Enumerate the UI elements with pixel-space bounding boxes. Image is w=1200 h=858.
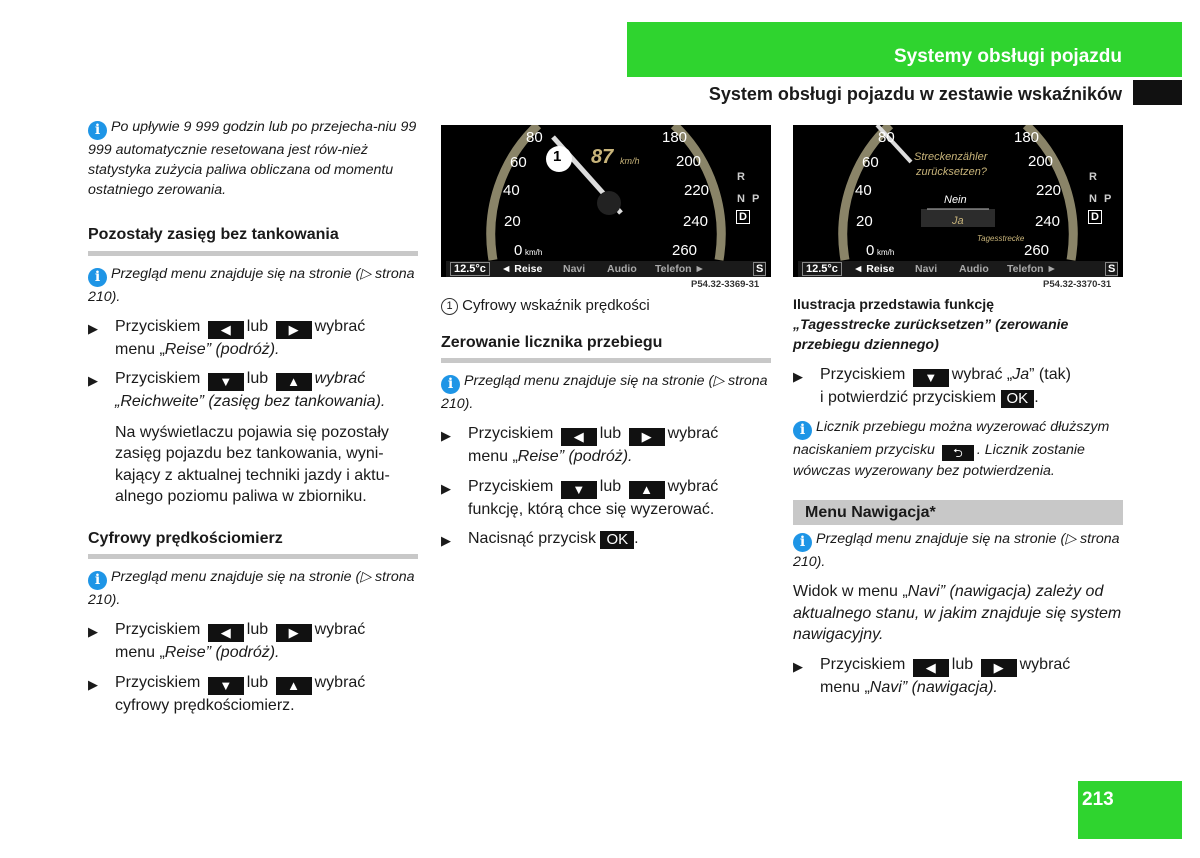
info-icon: i bbox=[88, 571, 107, 590]
page-number-box bbox=[1078, 781, 1182, 839]
heading-digital-speedometer: Cyfrowy prędkościomierz bbox=[88, 528, 418, 560]
step-item: ▶ Przyciskiem ◀ lub ▶ wybrać menu „Navi” (nawigacja). bbox=[793, 655, 1071, 696]
gear-p: P bbox=[752, 193, 760, 205]
step-item: ▶ Przyciskiem ◀ lub ▶ wybrać menu „Reise” (podróż). bbox=[88, 317, 366, 358]
left-arrow-button-icon: ◀ bbox=[913, 659, 949, 677]
bullet-arrow-icon: ▶ bbox=[793, 369, 803, 384]
ok-button-icon: OK bbox=[600, 531, 634, 549]
gear-d: D bbox=[1088, 210, 1102, 224]
step-item: ▶ Nacisnąć przycisk OK . bbox=[441, 528, 771, 550]
speed-tick-80: 80 bbox=[878, 129, 895, 146]
outside-temperature: 12.5°c bbox=[802, 262, 842, 276]
gear-d: D bbox=[736, 210, 750, 224]
speed-tick-0: 0 bbox=[866, 242, 875, 259]
info-icon: i bbox=[88, 268, 107, 287]
speed-tick-200: 200 bbox=[1028, 153, 1054, 170]
step-item: ▶ Przyciskiem ◀ lub ▶ wybrać menu „Reise” (podróż). bbox=[88, 621, 366, 661]
gear-r: R bbox=[737, 171, 745, 183]
step-item: ▶ Przyciskiem ▼ lub ▲ wybrać funkcję, którą chce się wyzerować. bbox=[441, 477, 719, 518]
bullet-arrow-icon: ▶ bbox=[441, 533, 451, 548]
right-arrow-button-icon: ▶ bbox=[276, 321, 312, 339]
section-title: Systemy obsługi pojazdu bbox=[893, 46, 1122, 67]
up-arrow-button-icon: ▲ bbox=[276, 677, 312, 695]
up-arrow-button-icon: ▲ bbox=[629, 481, 665, 499]
gear-p: P bbox=[1104, 193, 1112, 205]
menu-s: S bbox=[753, 262, 766, 276]
speed-tick-40: 40 bbox=[855, 182, 872, 199]
dialog-line-1: Streckenzähler bbox=[914, 151, 988, 163]
speed-tick-240: 240 bbox=[683, 213, 709, 230]
figure-code: P54.32-3370-31 bbox=[1043, 279, 1112, 290]
speed-tick-60: 60 bbox=[862, 154, 879, 171]
digital-speed-unit: km/h bbox=[620, 156, 640, 166]
speed-tick-20: 20 bbox=[856, 213, 873, 230]
instrument-cluster-figure-speed bbox=[441, 125, 771, 277]
right-arrow-button-icon: ▶ bbox=[629, 428, 665, 446]
info-icon: i bbox=[793, 533, 812, 552]
gear-n: N bbox=[737, 193, 745, 205]
speed-tick-20: 20 bbox=[504, 213, 521, 230]
heading-navigation-menu: Menu Nawigacja* bbox=[793, 500, 1123, 526]
bullet-arrow-icon: ▶ bbox=[441, 480, 451, 496]
step-item: ▶ Przyciskiem ▼ wybrać „Ja” (tak) i potwierdzić przyciskiem OK . bbox=[793, 366, 1071, 407]
menu-audio: Audio bbox=[607, 263, 637, 275]
speed-tick-220: 220 bbox=[1036, 182, 1062, 199]
step-explanation: Na wyświetlaczu pojawia się pozostały zasięg pojazdu bez tankowania, wyni-kający z aktualnej techniki jazdy i aktu-alnego poziomu paliwa w zbiorniku. bbox=[115, 423, 390, 505]
bullet-arrow-icon: ▶ bbox=[88, 676, 98, 692]
bullet-arrow-icon: ▶ bbox=[793, 658, 803, 674]
dialog-line-2: zurücksetzen? bbox=[916, 166, 987, 178]
outside-temperature: 12.5°c bbox=[450, 262, 490, 276]
bullet-arrow-icon: ▶ bbox=[441, 428, 451, 443]
speed-tick-80: 80 bbox=[526, 129, 543, 146]
gear-r: R bbox=[1089, 171, 1097, 183]
speed-tick-260: 260 bbox=[672, 242, 698, 259]
back-button-icon: ⮌ bbox=[942, 445, 974, 461]
page-reference: i Przegląd menu znajduje się na stronie (▷ strona 210). bbox=[441, 373, 768, 412]
menu-telefon: Telefon ► bbox=[1007, 263, 1057, 275]
menu-navi: Navi bbox=[563, 263, 586, 275]
speed-tick-260: 260 bbox=[1024, 242, 1050, 259]
page-reference: i Przegląd menu znajduje się na stronie (▷ strona 210). bbox=[793, 531, 1120, 570]
down-arrow-button-icon: ▼ bbox=[561, 481, 597, 499]
left-column bbox=[88, 117, 418, 716]
callout-number: 1 bbox=[553, 148, 562, 165]
header-tab-marker bbox=[1133, 80, 1182, 105]
left-arrow-button-icon: ◀ bbox=[208, 624, 244, 642]
step-item: ▶ Przyciskiem ▼ lub ▲ wybrać „Reichweite” (zasięg bez tankowania). Na wyświetlaczu pojawia się pozostały zasięg pojazdu bez tankowania, wyni-kający z aktualnej techniki jazdy i aktu-alnego poziomu paliwa w zbiorniku. bbox=[88, 368, 418, 508]
dialog-option-yes: Ja bbox=[952, 215, 964, 227]
step-item: ▶ Przyciskiem ◀ lub ▶ wybrać menu „Reise” (podróż). bbox=[441, 425, 719, 465]
menu-navi: Navi bbox=[915, 263, 938, 275]
dialog-label: Tagesstrecke bbox=[977, 234, 1025, 243]
info-icon: i bbox=[88, 121, 107, 140]
figure-caption: Ilustracja przedstawia funkcję „Tagesstrecke zurücksetzen” (zerowanie przebiegu dziennego) bbox=[793, 297, 1069, 353]
menu-audio: Audio bbox=[959, 263, 989, 275]
speed-tick-40: 40 bbox=[503, 182, 520, 199]
menu-s: S bbox=[1105, 262, 1118, 276]
figure-code: P54.32-3369-31 bbox=[691, 279, 760, 290]
instrument-cluster-figure-reset bbox=[793, 125, 1123, 277]
bullet-arrow-icon: ▶ bbox=[88, 373, 98, 388]
subsection-title: System obsługi pojazdu w zestawie wskaźników bbox=[708, 84, 1122, 104]
menu-reise: ◄ Reise bbox=[853, 263, 895, 275]
speed-tick-200: 200 bbox=[676, 153, 702, 170]
speed-tick-220: 220 bbox=[684, 182, 710, 199]
down-arrow-button-icon: ▼ bbox=[208, 677, 244, 695]
page-reference: i Przegląd menu znajduje się na stronie (▷ strona 210). bbox=[88, 265, 415, 305]
info-icon: i bbox=[441, 375, 460, 394]
page-number: 213 bbox=[1082, 789, 1114, 810]
callout-marker: 1 bbox=[441, 298, 458, 315]
left-arrow-button-icon: ◀ bbox=[208, 321, 244, 339]
speed-tick-240: 240 bbox=[1035, 213, 1061, 230]
section-header-bar bbox=[627, 22, 1182, 77]
digital-speed-readout: 87 bbox=[591, 146, 614, 168]
down-arrow-button-icon: ▼ bbox=[208, 373, 244, 391]
speed-tick-180: 180 bbox=[1014, 129, 1040, 146]
speed-zero-unit: km/h bbox=[877, 248, 895, 257]
heading-trip-reset: Zerowanie licznika przebiegu bbox=[441, 332, 771, 364]
right-column bbox=[793, 295, 1123, 698]
speed-zero-unit: km/h bbox=[525, 248, 543, 257]
up-arrow-button-icon: ▲ bbox=[276, 373, 312, 391]
right-arrow-button-icon: ▶ bbox=[276, 624, 312, 642]
speed-tick-0: 0 bbox=[514, 242, 523, 259]
right-arrow-button-icon: ▶ bbox=[981, 659, 1017, 677]
speed-tick-180: 180 bbox=[662, 129, 688, 146]
ok-button-icon: OK bbox=[1001, 390, 1035, 408]
left-arrow-button-icon: ◀ bbox=[561, 428, 597, 446]
menu-reise: ◄ Reise bbox=[501, 263, 543, 275]
middle-column bbox=[441, 295, 771, 550]
navigation-paragraph: Widok w menu „Navi” (nawigacja) zależy od aktualnego stanu, w jakim znajduje się system nawigacyjny. bbox=[793, 583, 1122, 643]
down-arrow-button-icon: ▼ bbox=[913, 369, 949, 387]
speed-tick-60: 60 bbox=[510, 154, 527, 171]
figure-caption: 1 Cyfrowy wskaźnik prędkości bbox=[441, 295, 771, 317]
page-reference: i Przegląd menu znajduje się na stronie (▷ strona 210). bbox=[88, 569, 415, 608]
gear-n: N bbox=[1089, 193, 1097, 205]
bullet-arrow-icon: ▶ bbox=[88, 624, 98, 639]
bullet-arrow-icon: ▶ bbox=[88, 320, 98, 336]
heading-range: Pozostały zasięg bez tankowania bbox=[88, 224, 418, 256]
menu-telefon: Telefon ► bbox=[655, 263, 705, 275]
info-note: i Po upływie 9 999 godzin lub po przejecha-niu 99 999 automatycznie resetowana jest rów-nież statystyka zużycia paliwa obliczana od momentu ostatniego zerowania. bbox=[88, 119, 417, 198]
info-icon: i bbox=[793, 421, 812, 440]
info-note: i Licznik przebiegu można wyzerować dłuższym naciskaniem przycisku ⮌ . Licznik zostanie wówczas wyzerowany bez potwierdzenia. bbox=[793, 418, 1110, 479]
step-item: ▶ Przyciskiem ▼ lub ▲ wybrać cyfrowy prędkościomierz. bbox=[88, 673, 366, 714]
dialog-option-no: Nein bbox=[944, 194, 967, 206]
